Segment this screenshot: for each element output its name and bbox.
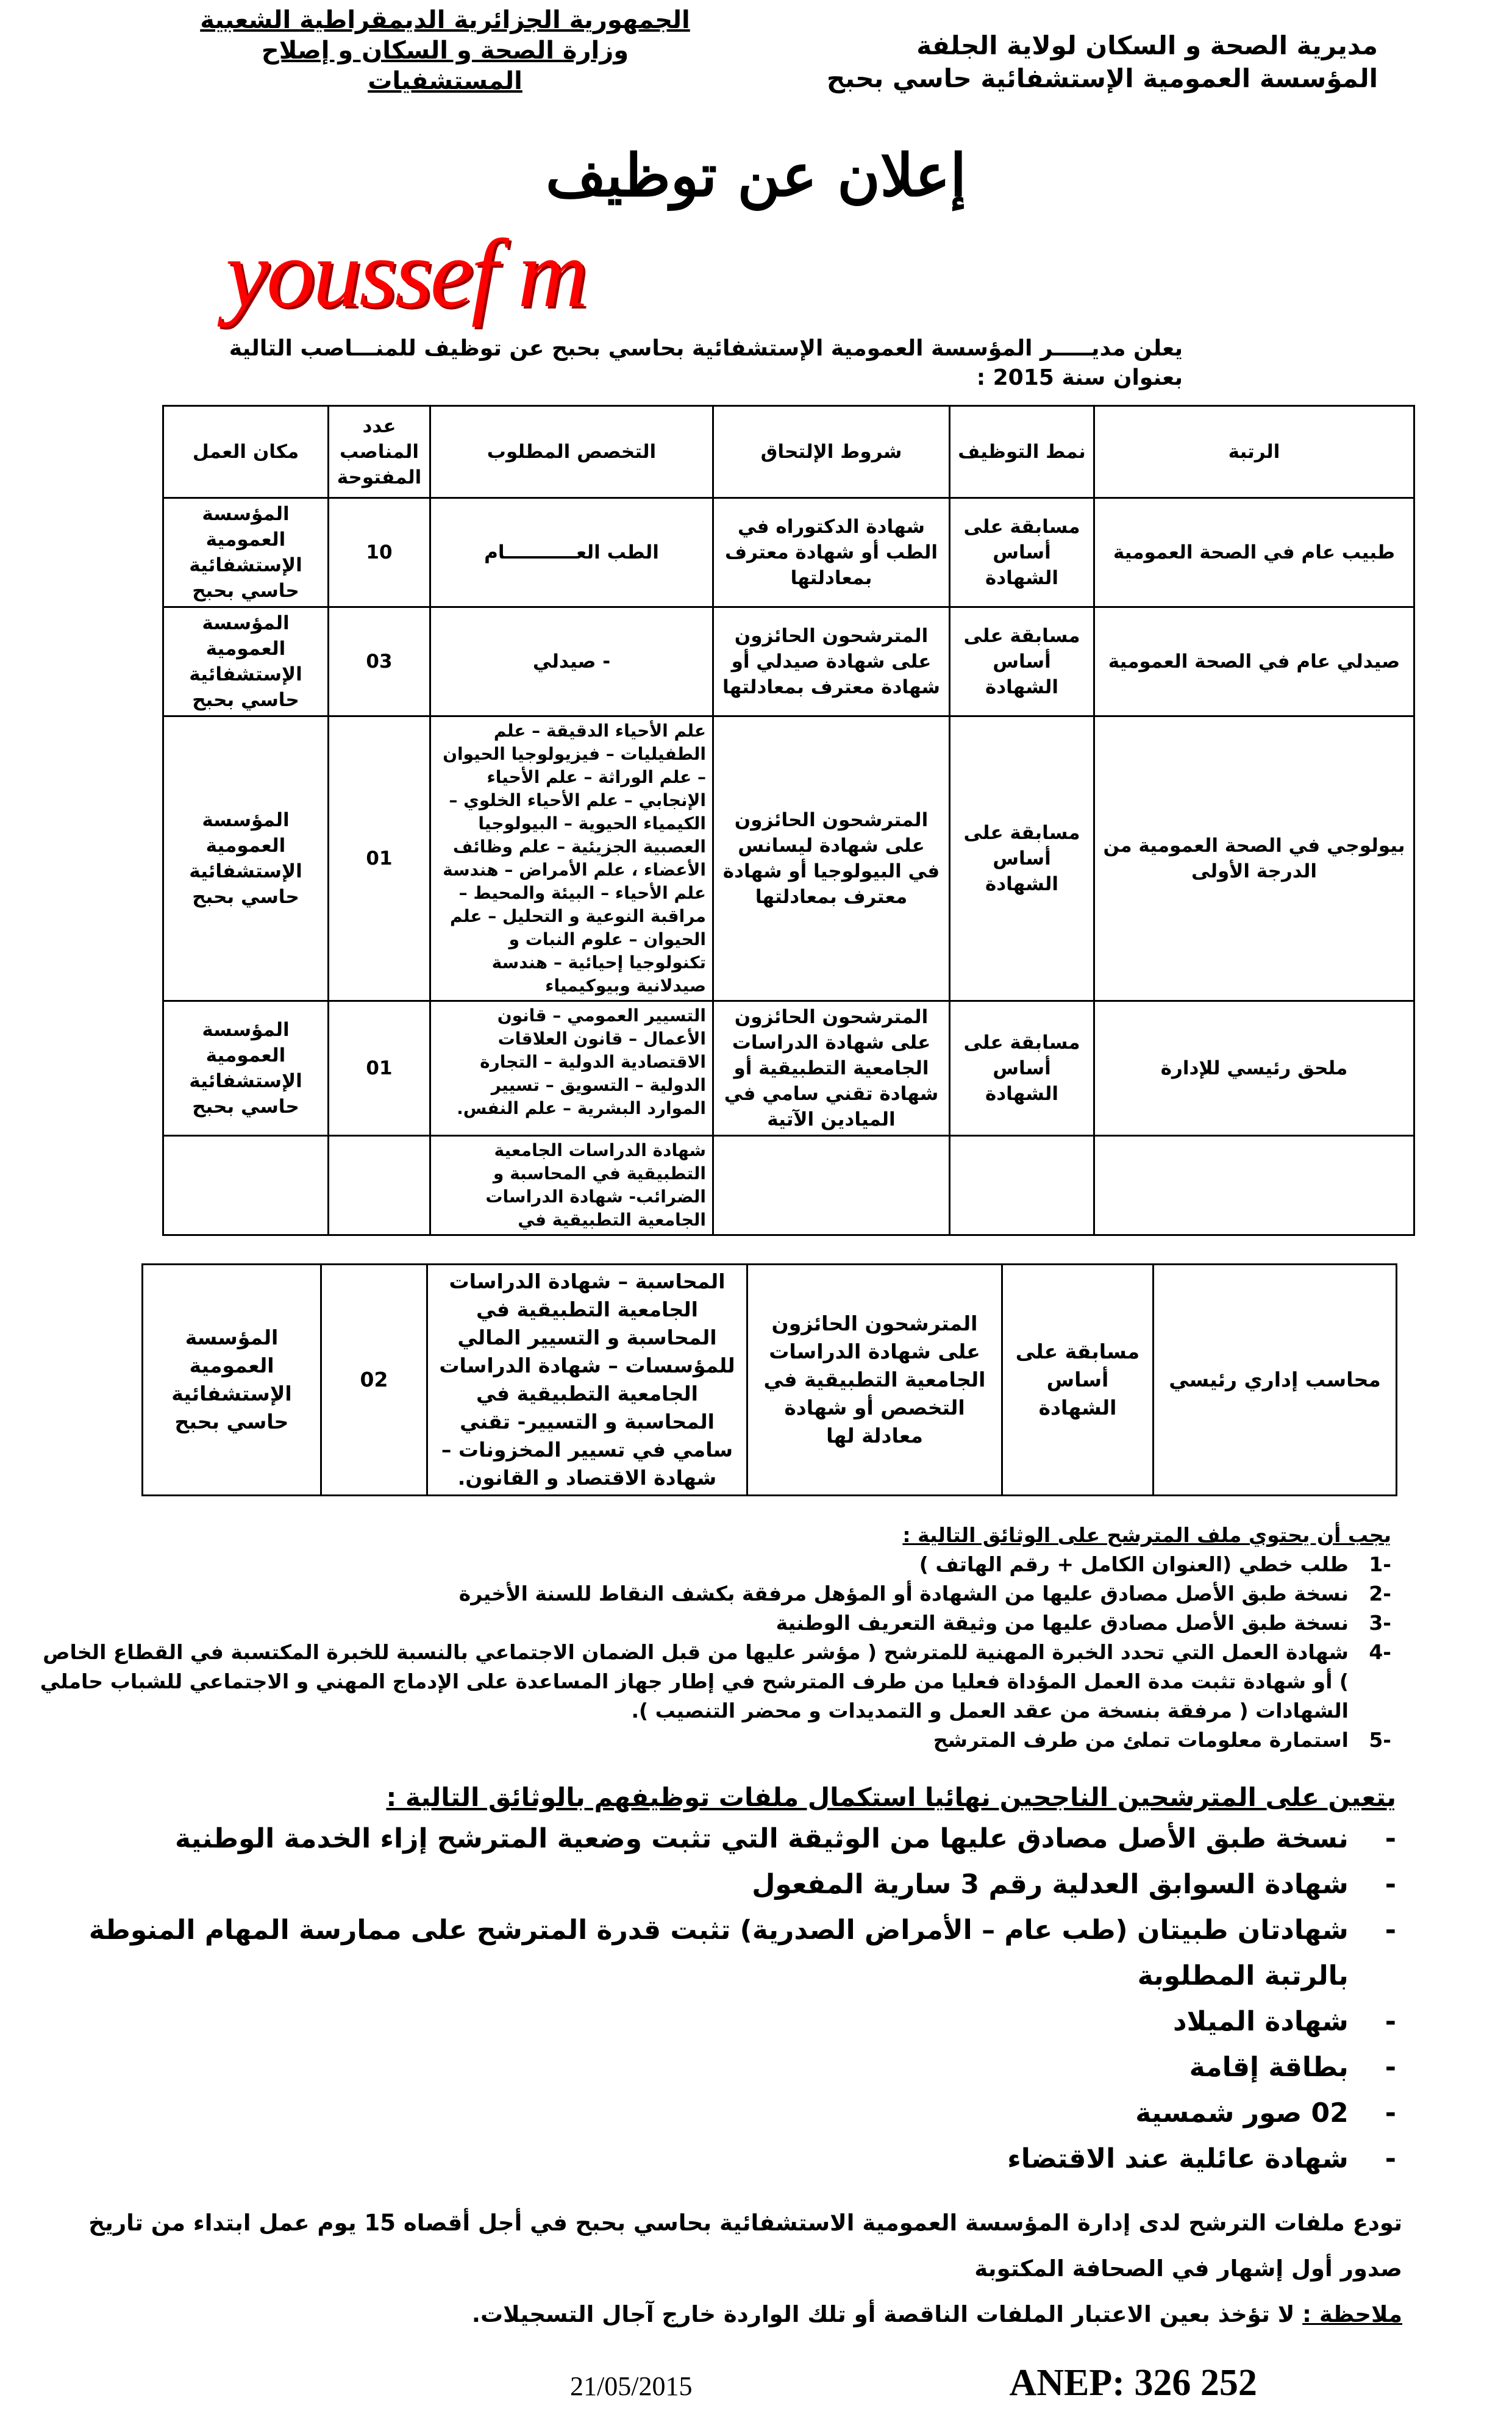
institution-header xyxy=(732,29,1378,95)
cell-specialty: - صيدلي xyxy=(430,607,713,716)
cell-work-location: المؤسسة العمومية الإستشفائية حاسي بحبح xyxy=(143,1265,321,1496)
deposit-text: تودع ملفات الترشح لدى إدارة المؤسسة العمومية الاستشفائية بحاسي بحبح في أجل أقصاه 15 يوم عمل ابتداء من تاريخ صدور أول إشهار في الصحافة المكتوبة xyxy=(88,2210,1402,2282)
cell-recruitment-mode xyxy=(950,1136,1094,1235)
header-rank: الرتبة xyxy=(1094,406,1414,498)
anep-reference: ANEP: 326 252 xyxy=(1009,2362,1257,2404)
cell-rank: طبيب عام في الصحة العمومية xyxy=(1094,498,1414,607)
bullet: - xyxy=(1385,2097,1396,2129)
required-documents xyxy=(32,1521,1391,1755)
final-document-item xyxy=(37,1907,1396,1999)
bullet: - xyxy=(1385,1823,1396,1854)
item-number: -1 xyxy=(1369,1552,1391,1576)
cell-conditions: المترشحون الحائزون على شهادة الدراسات الجامعية التطبيقية في التخصص أو شهادة معادلة لها xyxy=(747,1265,1002,1496)
cell-rank: ملحق رئيسي للإدارة xyxy=(1094,1001,1414,1136)
item-text: نسخة طبق الأصل مصادق عليها من الشهادة أو المؤهل مرفقة بكشف النقاط للسنة الأخيرة xyxy=(458,1582,1349,1605)
cell-work-location: المؤسسة العمومية الإستشفائية حاسي بحبح xyxy=(163,716,329,1001)
cell-recruitment-mode: مسابقة على أساس الشهادة xyxy=(950,1001,1094,1136)
ministry-header xyxy=(183,5,707,96)
publication-date: 21/05/2015 xyxy=(570,2371,693,2401)
republic-name: الجمهورية الجزائرية الديمقراطية الشعبية xyxy=(200,6,690,34)
cell-rank: محاسب إداري رئيسي xyxy=(1154,1265,1397,1496)
table-row xyxy=(163,1136,1414,1235)
table-row xyxy=(163,1001,1414,1136)
cell-positions-count: 03 xyxy=(329,607,430,716)
required-documents-heading: يجب أن يحتوي ملف المترشح على الوثائق التالية : xyxy=(902,1523,1391,1547)
document-item xyxy=(32,1579,1391,1608)
footer xyxy=(570,2362,1512,2405)
final-document-item xyxy=(37,2136,1396,2182)
positions-table-continued xyxy=(141,1263,1397,1496)
cell-positions-count: 01 xyxy=(329,716,430,1001)
cell-rank: صيدلي عام في الصحة العمومية xyxy=(1094,607,1414,716)
item-text: شهادة عائلية عند الاقتضاء xyxy=(1007,2143,1349,2174)
cell-recruitment-mode: مسابقة على أساس الشهادة xyxy=(950,607,1094,716)
final-documents xyxy=(37,1779,1396,2182)
table-row xyxy=(163,607,1414,716)
ministry-name: وزارة الصحة و السكان و إصلاح المستشفيات xyxy=(261,37,629,95)
cell-work-location: المؤسسة العمومية الإستشفائية حاسي بحبح xyxy=(163,607,329,716)
document-item xyxy=(32,1550,1391,1579)
item-text: شهادتان طبيتان (طب عام – الأمراض الصدرية) تثبت قدرة المترشح على ممارسة المهام المنوطة بالرتبة المطلوبة xyxy=(88,1915,1349,1991)
cell-positions-count: 01 xyxy=(329,1001,430,1136)
cell-positions-count xyxy=(329,1136,430,1235)
bullet: - xyxy=(1385,2052,1396,2083)
cell-rank xyxy=(1094,1136,1414,1235)
item-text: نسخة طبق الأصل مصادق عليها من الوثيقة التي تثبت وضعية المترشح إزاء الخدمة الوطنية xyxy=(175,1823,1349,1854)
bullet: - xyxy=(1385,2143,1396,2174)
hospital-name: المؤسسة العمومية الإستشفائية حاسي بحبح xyxy=(826,63,1378,93)
bullet: - xyxy=(1385,1915,1396,1946)
final-document-item xyxy=(37,1816,1396,1862)
cell-specialty: علم الأحياء الدقيقة – علم الطفيليات – فيزيولوجيا الحيوان – علم الوراثة – علم الأحياء الإنجابي – علم الأحياء الخلوي – الكيمياء الحيوية – البيولوجيا العصبية الجزيئية – علم وظائف الأعضاء ، علم الأمراض – هندسة علم الأحياء – البيئة والمحيط – مراقبة النوعية و التحليل – علم الحيوان – علوم النبات و تكنولوجيا إحيائية – هندسة صيدلانية وبيوكيمياء xyxy=(430,716,713,1001)
table-row xyxy=(163,716,1414,1001)
item-number: -2 xyxy=(1369,1582,1391,1605)
item-text: شهادة الميلاد xyxy=(1172,2006,1349,2037)
item-text: شهادة العمل التي تحدد الخبرة المهنية للمترشح ( مؤشر عليها من قبل الضمان الاجتماعي بالنسبة للخبرة المكتسبة في القطاع الخاص ) أو شهادة تثبت مدة العمل المؤداة فعليا من طرف المترشح في إطار جهاز المساعدة على الإدماج المهني و الاجتماعي للشباب حاملي الشهادات ( مرفقة بنسخة من عقد العمل و التمديدات و محضر التنصيب ). xyxy=(40,1640,1349,1723)
note-label: ملاحظة : xyxy=(1302,2301,1402,2327)
table-header-row xyxy=(163,406,1414,498)
document-item xyxy=(32,1638,1391,1726)
header-positions-count: عدد المناصب المفتوحة xyxy=(329,406,430,498)
cell-conditions: المترشحون الحائزون على شهادة ليسانس في البيولوجيا أو شهادة معترف بمعادلتها xyxy=(713,716,950,1001)
final-document-item xyxy=(37,2090,1396,2136)
final-document-item xyxy=(37,1999,1396,2044)
item-number: -3 xyxy=(1369,1611,1391,1635)
document-item xyxy=(32,1608,1391,1638)
cell-conditions: المترشحون الحائزون على شهادة صيدلي أو شهادة معترف بمعادلتها xyxy=(713,607,950,716)
cell-recruitment-mode: مسابقة على أساس الشهادة xyxy=(950,716,1094,1001)
item-number: -5 xyxy=(1369,1728,1391,1752)
document-item xyxy=(32,1726,1391,1755)
bullet: - xyxy=(1385,1869,1396,1900)
cell-specialty: التسيير العمومي – قانون الأعمال – قانون العلاقات الاقتصادية الدولية – التجارة الدولية – التسويق – تسيير الموارد البشرية – علم النفس. xyxy=(430,1001,713,1136)
header-recruitment-mode: نمط التوظيف xyxy=(950,406,1094,498)
watermark: youssef m xyxy=(226,219,586,327)
header-work-location: مكان العمل xyxy=(163,406,329,498)
table-row xyxy=(163,498,1414,607)
page-title: إعلان عن توظيف xyxy=(546,141,966,210)
cell-recruitment-mode: مسابقة على أساس الشهادة xyxy=(950,498,1094,607)
positions-table xyxy=(162,405,1415,1236)
item-text: استمارة معلومات تملئ من طرف المترشح xyxy=(933,1728,1349,1752)
cell-specialty: الطب العـــــــــــام xyxy=(430,498,713,607)
table-row xyxy=(143,1265,1397,1496)
directorate-name: مديرية الصحة و السكان لولاية الجلفة xyxy=(916,30,1378,60)
note-text: لا تؤخذ بعين الاعتبار الملفات الناقصة أو تلك الواردة خارج آجال التسجيلات. xyxy=(471,2301,1295,2327)
item-text: 02 صور شمسية xyxy=(1135,2097,1349,2129)
cell-positions-count: 10 xyxy=(329,498,430,607)
header-specialty: التخصص المطلوب xyxy=(430,406,713,498)
cell-conditions: شهادة الدكتوراه في الطب أو شهادة معترف بمعادلتها xyxy=(713,498,950,607)
bullet: - xyxy=(1385,2006,1396,2037)
header-conditions: شروط الإلتحاق xyxy=(713,406,950,498)
header-row xyxy=(0,5,1512,96)
item-text: طلب خطي (العنوان الكامل + رقم الهاتف ) xyxy=(919,1552,1349,1576)
cell-rank: بيولوجي في الصحة العمومية من الدرجة الأولى xyxy=(1094,716,1414,1001)
cell-specialty: شهادة الدراسات الجامعية التطبيقية في المحاسبة و الضرائب- شهادة الدراسات الجامعية التطبيقية في xyxy=(430,1136,713,1235)
final-document-item xyxy=(37,1862,1396,1907)
deposit-section xyxy=(24,2200,1402,2337)
item-text: شهادة السوابق العدلية رقم 3 سارية المفعول xyxy=(752,1869,1349,1900)
cell-work-location: المؤسسة العمومية الإستشفائية حاسي بحبح xyxy=(163,1001,329,1136)
cell-conditions: المترشحون الحائزون على شهادة الدراسات الجامعية التطبيقية أو شهادة تقني سامي في الميادين الآتية xyxy=(713,1001,950,1136)
cell-conditions xyxy=(713,1136,950,1235)
cell-work-location: المؤسسة العمومية الإستشفائية حاسي بحبح xyxy=(163,498,329,607)
cell-work-location xyxy=(163,1136,329,1235)
item-text: نسخة طبق الأصل مصادق عليها من وثيقة التعريف الوطنية xyxy=(776,1611,1349,1635)
intro-text: يعلن مديـــــر المؤسسة العمومية الإستشفائية بحاسي بحبح عن توظيف للمنـــاصب التالية بعنوان سنة 2015 : xyxy=(229,336,1183,390)
item-number: -4 xyxy=(1369,1640,1391,1664)
cell-positions-count: 02 xyxy=(321,1265,427,1496)
cell-recruitment-mode: مسابقة على أساس الشهادة xyxy=(1002,1265,1154,1496)
final-document-item xyxy=(37,2044,1396,2090)
cell-specialty: المحاسبة – شهادة الدراسات الجامعية التطبيقية في المحاسبة و التسيير المالي للمؤسسات – شهادة الدراسات الجامعية التطبيقية في المحاسبة و التسيير- تقني سامي في تسيير المخزونات – شهادة الاقتصاد و القانون. xyxy=(427,1265,747,1496)
item-text: بطاقة إقامة xyxy=(1189,2052,1349,2083)
final-documents-heading: يتعين على المترشحين الناجحين نهائيا استكمال ملفات توظيفهم بالوثائق التالية : xyxy=(386,1782,1396,1812)
